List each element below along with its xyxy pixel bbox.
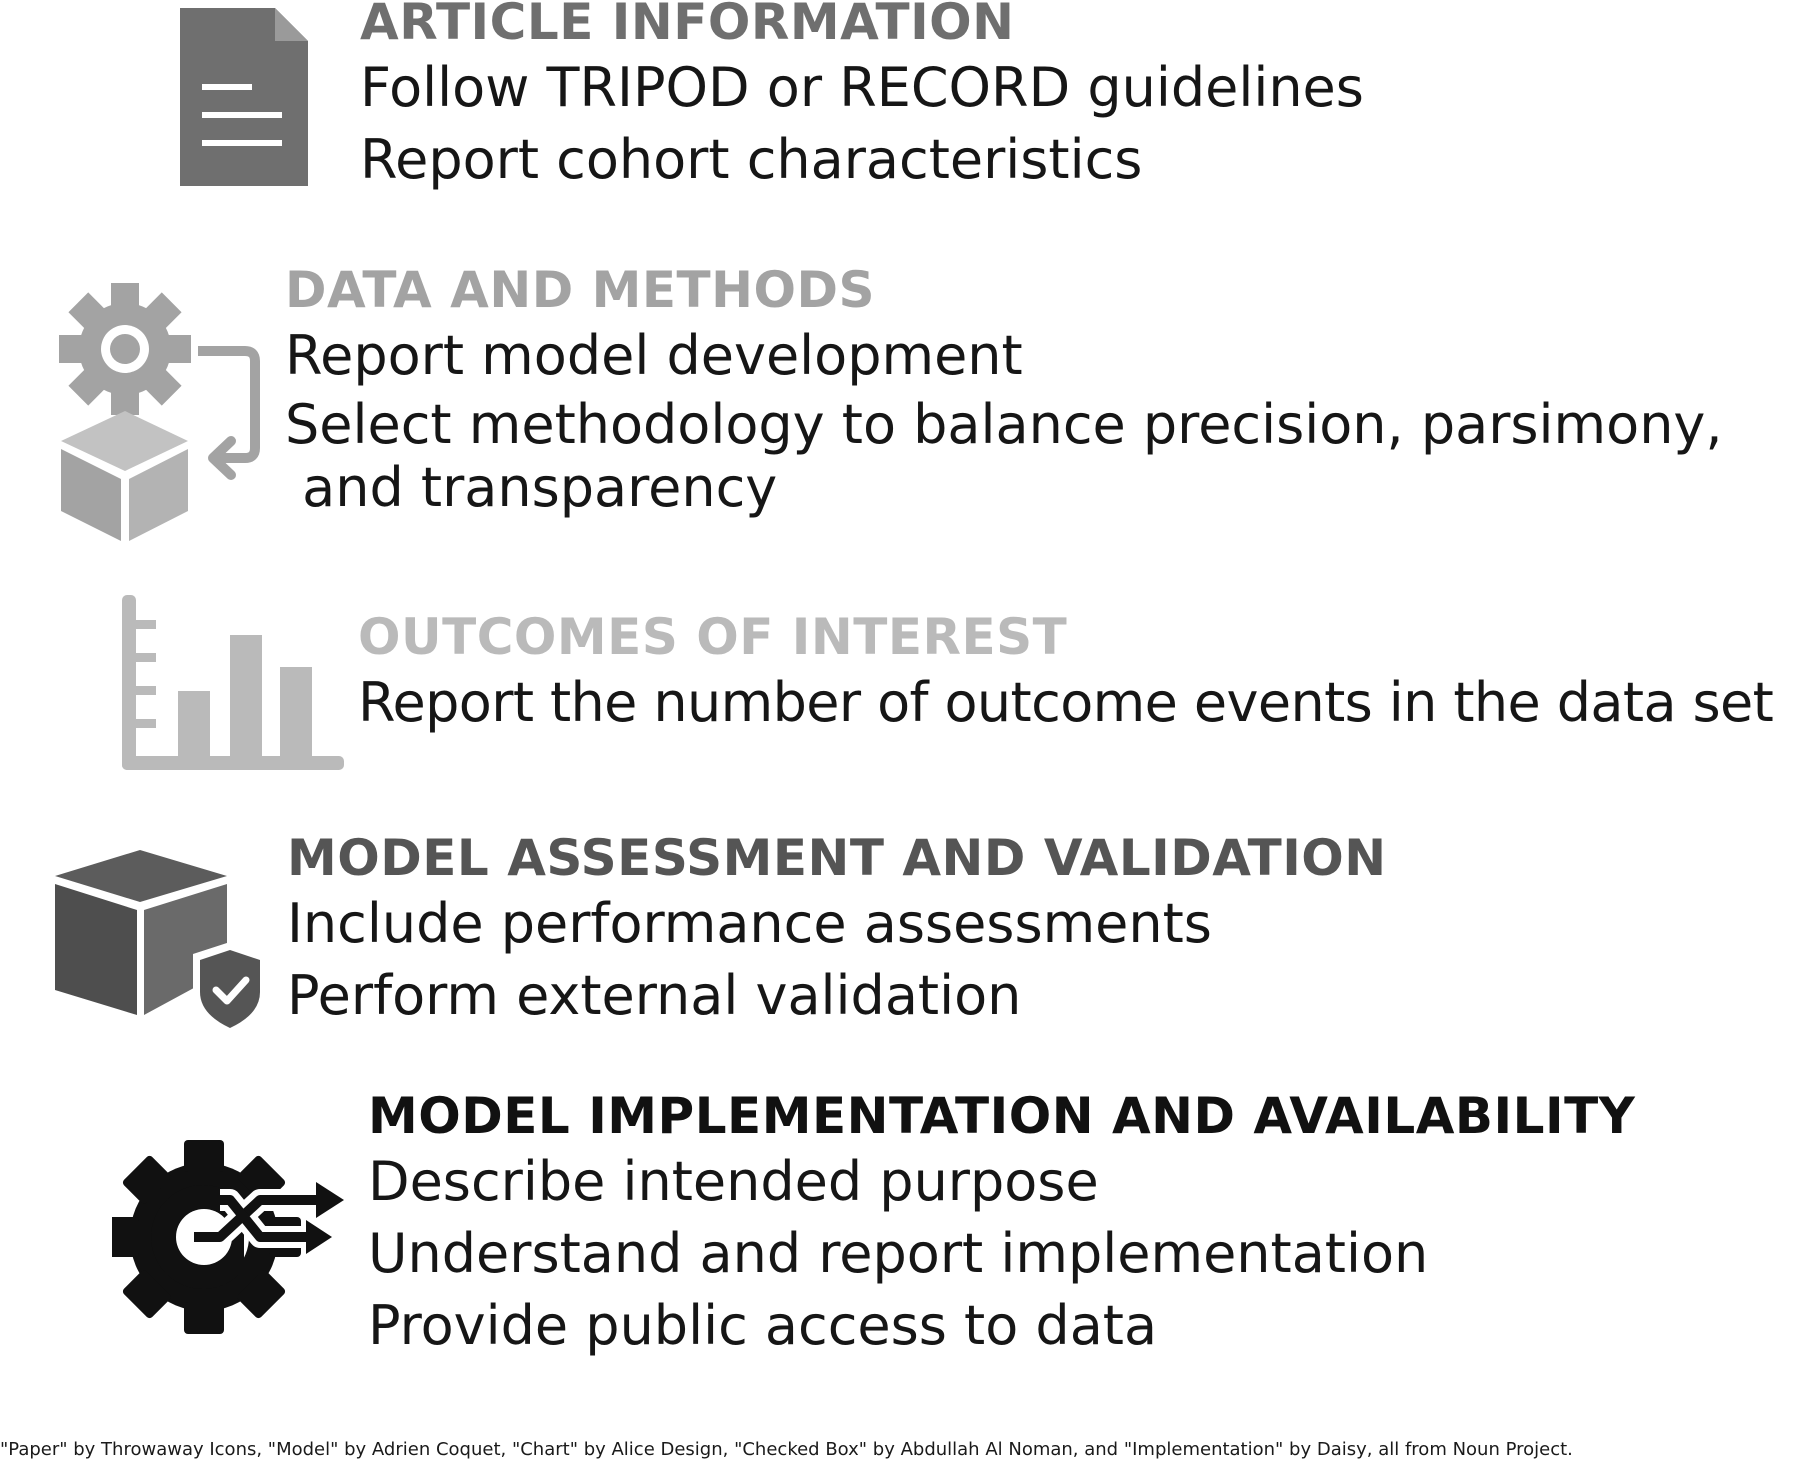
list-item: Report model development bbox=[285, 324, 1023, 387]
list-item: Follow TRIPOD or RECORD guidelines bbox=[360, 56, 1364, 119]
icon-credits: "Paper" by Throwaway Icons, "Model" by Adrien Coquet, "Chart" by Alice Design, "Checked Box" by Abdullah Al Noman, and "Implementation" by Daisy, all from Noun Project. bbox=[0, 1439, 1573, 1460]
paper-icon bbox=[180, 8, 308, 186]
list-item: Provide public access to data bbox=[368, 1294, 1158, 1357]
chart-icon bbox=[122, 595, 344, 770]
section-data-and-methods bbox=[285, 260, 1723, 518]
checked-box-icon bbox=[55, 850, 265, 1035]
section-heading: MODEL IMPLEMENTATION AND AVAILABILITY bbox=[368, 1087, 1636, 1145]
model-icon bbox=[55, 283, 265, 543]
section-model-assessment-and-validation bbox=[287, 828, 1387, 1032]
list-item: Describe intended purpose bbox=[368, 1150, 1099, 1213]
section-heading: OUTCOMES OF INTEREST bbox=[358, 608, 1068, 666]
list-item: Report cohort characteristics bbox=[360, 128, 1143, 191]
implementation-icon bbox=[112, 1140, 344, 1335]
section-heading: DATA AND METHODS bbox=[285, 261, 875, 319]
list-item: Understand and report implementation bbox=[368, 1222, 1429, 1285]
list-item: Include performance assessments bbox=[287, 892, 1212, 955]
list-item: and transparency bbox=[285, 456, 778, 519]
section-model-implementation-and-availability bbox=[368, 1086, 1635, 1362]
section-article-information bbox=[360, 0, 1364, 196]
list-item: Report the number of outcome events in the data set bbox=[358, 671, 1774, 734]
section-outcomes-of-interest bbox=[358, 607, 1773, 739]
list-item: Perform external validation bbox=[287, 964, 1022, 1027]
section-heading: MODEL ASSESSMENT AND VALIDATION bbox=[287, 829, 1387, 887]
section-heading: ARTICLE INFORMATION bbox=[360, 0, 1015, 51]
list-item: Select methodology to balance precision, parsimony, bbox=[285, 393, 1723, 456]
